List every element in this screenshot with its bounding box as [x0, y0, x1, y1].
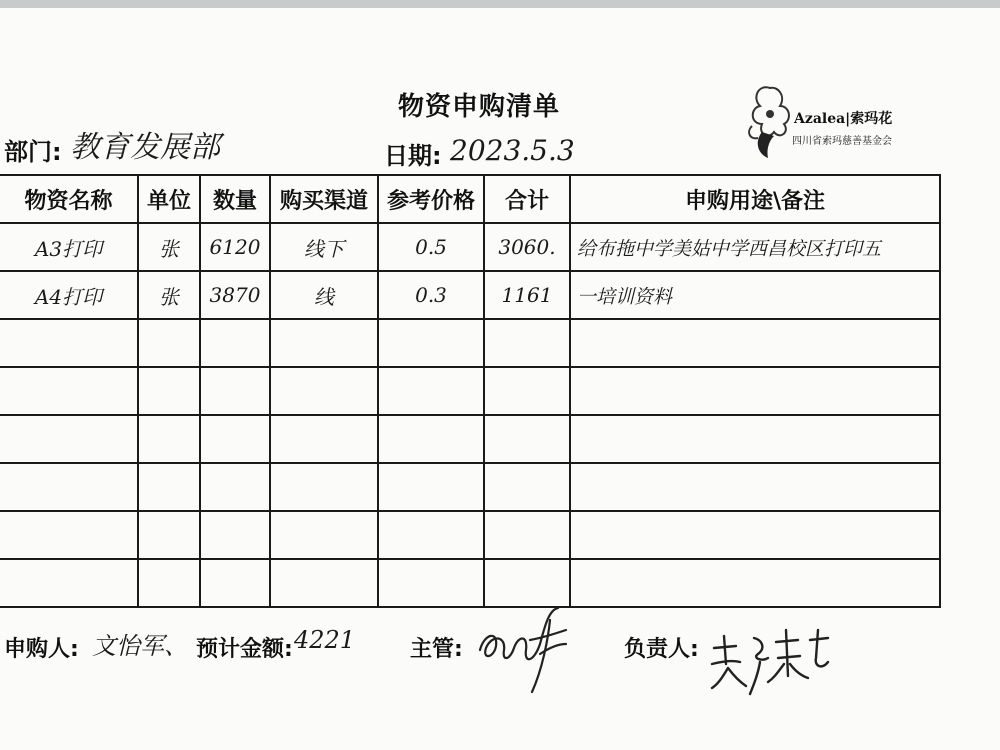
cell-channel — [270, 415, 378, 463]
table-row — [0, 271, 940, 319]
cell-purpose — [570, 319, 940, 367]
purchase-form-sheet — [0, 8, 1000, 750]
cell-purpose — [570, 367, 940, 415]
cell-purpose — [570, 559, 940, 607]
department-label: 部门: — [4, 138, 62, 166]
cell-item-name: A3打印 — [0, 223, 138, 271]
cell-quantity — [200, 511, 270, 559]
header-total: 合计 — [484, 175, 570, 223]
date-label: 日期: — [384, 142, 442, 170]
cell-unit — [138, 463, 200, 511]
cell-unit — [138, 559, 200, 607]
cell-channel: 线下 — [270, 223, 378, 271]
cell-quantity: 6120 — [200, 223, 270, 271]
cell-item-name — [0, 319, 138, 367]
cell-purpose: 给布拖中学美姑中学西昌校区打印五 — [570, 223, 940, 271]
supervisor-signature-icon — [470, 600, 580, 700]
cell-total: 3060. — [484, 223, 570, 271]
applicant-label: 申购人: — [4, 637, 79, 662]
logo-org-text: 四川省索玛慈善基金会 — [792, 136, 892, 147]
cell-channel — [270, 511, 378, 559]
cell-quantity — [200, 319, 270, 367]
table-row — [0, 367, 940, 415]
applicant-value: 文怡军、 — [92, 632, 188, 660]
cell-unit: 张 — [138, 271, 200, 319]
cell-unit — [138, 367, 200, 415]
responsible-signature-icon — [706, 618, 836, 708]
cell-total — [484, 415, 570, 463]
table-header-row — [0, 175, 940, 223]
cell-unit — [138, 415, 200, 463]
cell-purpose — [570, 511, 940, 559]
cell-price — [378, 511, 484, 559]
cell-price — [378, 463, 484, 511]
cell-purpose — [570, 415, 940, 463]
table-row — [0, 415, 940, 463]
cell-purpose: 一培训资料 — [570, 271, 940, 319]
cell-purpose — [570, 463, 940, 511]
header-price: 参考价格 — [378, 175, 484, 223]
cell-quantity — [200, 463, 270, 511]
cell-item-name — [0, 511, 138, 559]
cell-price — [378, 367, 484, 415]
cell-quantity — [200, 559, 270, 607]
budget-value: 4221 — [294, 626, 356, 654]
cell-item-name — [0, 415, 138, 463]
cell-item-name — [0, 463, 138, 511]
cell-channel — [270, 463, 378, 511]
cell-unit: 张 — [138, 223, 200, 271]
table-row — [0, 463, 940, 511]
cell-quantity — [200, 415, 270, 463]
responsible-label: 负责人: — [624, 637, 699, 662]
cell-quantity: 3870 — [200, 271, 270, 319]
cell-item-name — [0, 559, 138, 607]
purchase-table — [0, 174, 941, 608]
cell-total — [484, 511, 570, 559]
cell-item-name: A4打印 — [0, 271, 138, 319]
cell-unit — [138, 511, 200, 559]
table-row — [0, 319, 940, 367]
cell-channel — [270, 559, 378, 607]
table-row — [0, 223, 940, 271]
cell-price: 0.5 — [378, 223, 484, 271]
cell-price: 0.3 — [378, 271, 484, 319]
header-item-name: 物资名称 — [0, 175, 138, 223]
department-value: 教育发展部 — [70, 130, 220, 165]
cell-price — [378, 415, 484, 463]
cell-price — [378, 559, 484, 607]
header-channel: 购买渠道 — [270, 175, 378, 223]
date-value: 2023.5.3 — [450, 134, 575, 167]
budget-label: 预计金额: — [196, 637, 293, 662]
cell-total: 1161 — [484, 271, 570, 319]
cell-total — [484, 319, 570, 367]
cell-channel — [270, 367, 378, 415]
form-title: 物资申购清单 — [398, 92, 561, 122]
cell-price — [378, 319, 484, 367]
logo-brand-text: Azalea|索玛花 — [794, 111, 893, 127]
cell-item-name — [0, 367, 138, 415]
azalea-flower-icon — [748, 80, 792, 160]
cell-unit — [138, 319, 200, 367]
table-row — [0, 511, 940, 559]
supervisor-label: 主管: — [410, 637, 463, 662]
cell-total — [484, 463, 570, 511]
header-unit: 单位 — [138, 175, 200, 223]
header-quantity: 数量 — [200, 175, 270, 223]
cell-total — [484, 367, 570, 415]
cell-channel: 线 — [270, 271, 378, 319]
foundation-logo — [748, 80, 908, 160]
cell-channel — [270, 319, 378, 367]
header-purpose: 申购用途\备注 — [570, 175, 940, 223]
cell-quantity — [200, 367, 270, 415]
